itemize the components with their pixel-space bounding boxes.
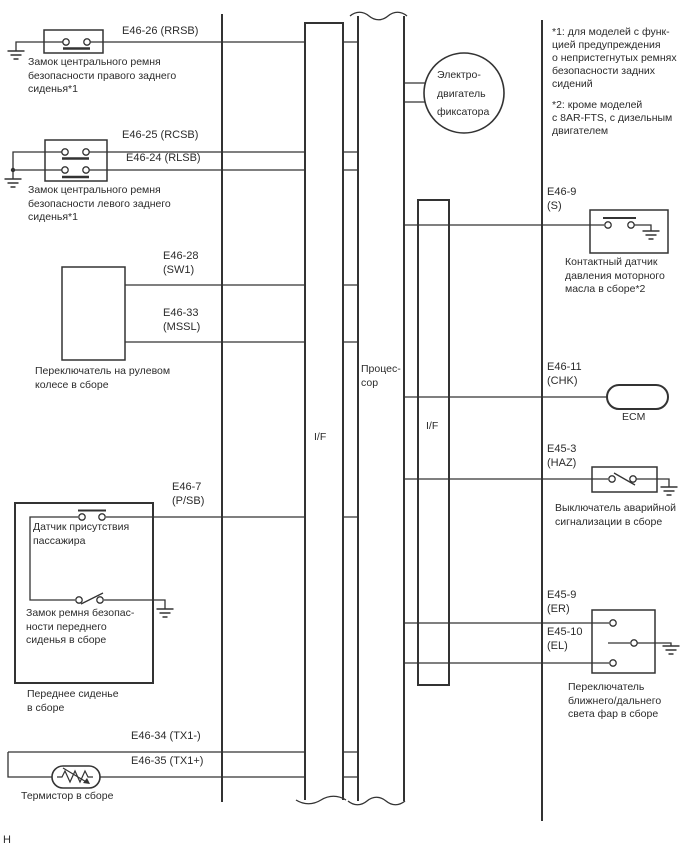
pin-label-e45-9: E45-9 (ER)	[547, 589, 577, 615]
ecm-shape	[607, 385, 668, 409]
pin-label-e46-9: E46-9 (S)	[547, 186, 577, 212]
pin-label-e46-24: E46-24 (RLSB)	[126, 152, 201, 164]
label-steering-switch: Переключатель на рулевом колесе в сборе	[35, 365, 171, 391]
thermistor-symbol	[52, 766, 100, 788]
rear-left-buckle-box	[45, 140, 107, 181]
label-lock-motor: Электро- двигатель фиксатора	[437, 69, 490, 118]
label-if-left: I/F	[314, 431, 327, 443]
connector-boundary-lines	[222, 14, 542, 821]
label-front-buckle: Замок ремня безопас- ности переднего сиденья в сборе	[26, 607, 135, 646]
junction-dot	[11, 168, 15, 172]
pin-label-e46-33: E46-33 (MSSL)	[163, 307, 201, 333]
label-occupant-sensor: Датчик присутствия пассажира	[33, 521, 130, 547]
label-processor: Процес- сор	[361, 363, 401, 389]
pin-label-e46-34: E46-34 (TX1-)	[131, 730, 201, 742]
label-hazard-switch: Выключатель аварийной сигнализации в сборе	[555, 502, 677, 528]
processor-column	[348, 12, 407, 805]
footnote-1: *1: для моделей с функ- цией предупреждения о непристегнутых ремнях безопасности задних сидений	[552, 26, 677, 90]
label-ecm: ECM	[622, 411, 646, 423]
label-rear-left-buckle: Замок центрального ремня безопасности левого заднего сиденья*1	[28, 184, 171, 223]
pin-label-e46-25: E46-25 (RCSB)	[122, 129, 199, 141]
pin-label-e45-3: E45-3 (HAZ)	[547, 443, 577, 469]
pin-label-e46-28: E46-28 (SW1)	[163, 250, 199, 276]
pin-label-e46-7: E46-7 (P/SB)	[172, 481, 205, 507]
page-footer-mark: H	[3, 834, 11, 846]
label-front-seat: Переднее сиденье в сборе	[27, 688, 119, 714]
pin-label-e46-11: E46-11 (CHK)	[547, 361, 582, 387]
label-rear-right-buckle: Замок центрального ремня безопасности правого заднего сиденья*1	[28, 56, 177, 95]
footnote-2: *2: кроме моделей с 8AR-FTS, с дизельным двигателем	[552, 99, 673, 137]
if-bar-left	[296, 23, 346, 804]
if-bar-right	[418, 200, 449, 685]
label-oil-pressure-switch: Контактный датчик давления моторного масла в сборе*2	[565, 256, 665, 295]
pin-label-e46-26: E46-26 (RRSB)	[122, 25, 199, 37]
pin-label-e46-35: E46-35 (TX1+)	[131, 755, 204, 767]
pin-label-e45-10: E45-10 (EL)	[547, 626, 583, 652]
label-headlight-switch: Переключатель ближнего/дальнего света фар в сборе	[568, 681, 662, 720]
steering-switch-box	[62, 267, 125, 360]
label-if-right: I/F	[426, 420, 439, 432]
label-thermistor: Термистор в сборе	[21, 790, 114, 802]
